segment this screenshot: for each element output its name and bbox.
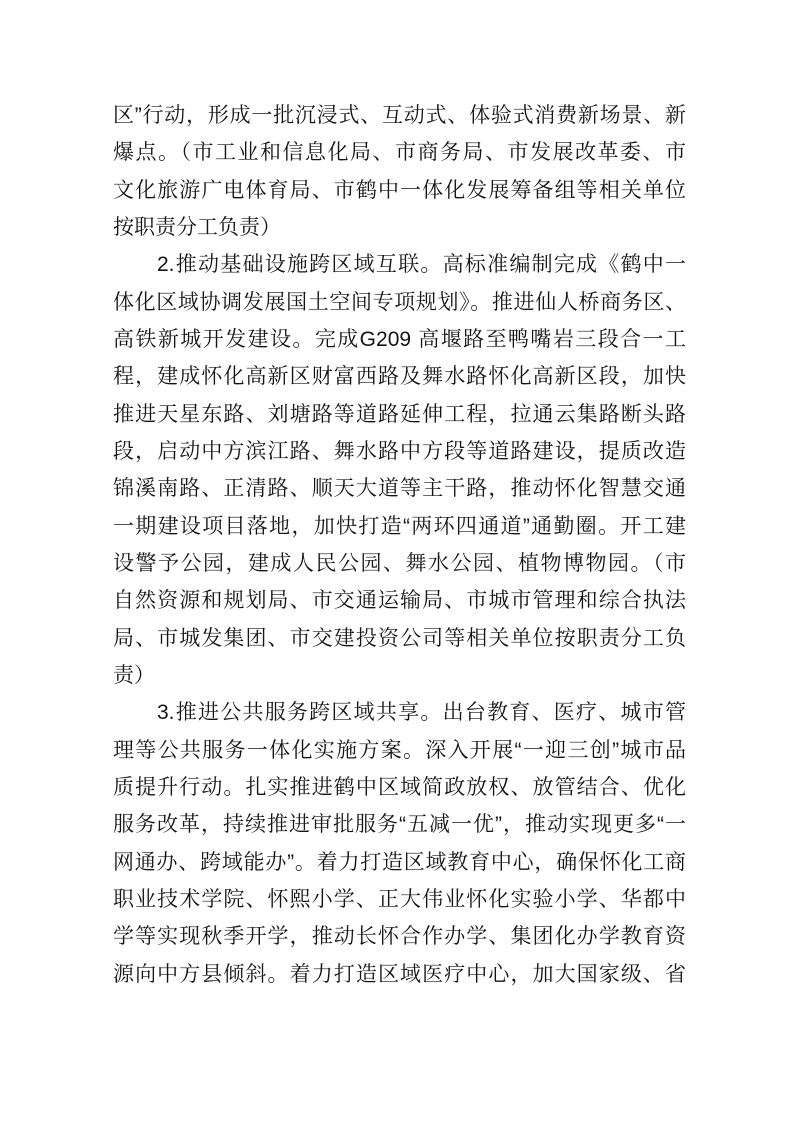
text-line: 段，启动中方滨江路、舞水路中方段等道路建设，提质改造 — [113, 439, 686, 463]
text-line: 自然资源和规划局、市交通运输局、市城市管理和综合执法 — [113, 589, 686, 613]
paragraph-continuation — [113, 97, 686, 246]
text-line: 文化旅游广电体育局、市鹤中一体化发展筹备组等相关单位 — [113, 178, 686, 202]
text-line: 责） — [113, 663, 155, 687]
text-line: 按职责分工负责） — [113, 215, 281, 239]
text-line: 设警予公园，建成人民公园、舞水公园、植物博物园。（市 — [113, 551, 686, 575]
text-line: 源向中方县倾斜。着力打造区域医疗中心，加大国家级、省 — [113, 962, 686, 986]
text-line: 一期建设项目落地，加快打造“两环四通道”通勤圈。开工建 — [113, 514, 686, 538]
paragraph-item-3 — [113, 694, 686, 993]
text-line: 锦溪南路、正清路、顺天大道等主干路，推动怀化智慧交通 — [113, 477, 686, 501]
text-line: 学等实现秋季开学，推动长怀合作办学、集团化办学教育资 — [113, 925, 686, 949]
text-line: 高铁新城开发建设。完成G209 高堰路至鸭嘴岩三段合一工 — [113, 327, 686, 351]
text-line: 理等公共服务一体化实施方案。深入开展“一迎三创”城市品 — [113, 738, 686, 762]
text-line: 爆点。（市工业和信息化局、市商务局、市发展改革委、市 — [113, 141, 686, 165]
text-line: 职业技术学院、怀熙小学、正大伟业怀化实验小学、华都中 — [113, 887, 686, 911]
text-line: 3.推进公共服务跨区域共享。出台教育、医疗、城市管 — [157, 701, 686, 725]
text-line: 体化区域协调发展国土空间专项规划》。推进仙人桥商务区、 — [113, 290, 686, 314]
text-line: 服务改革，持续推进审批服务“五减一优”，推动实现更多“一 — [113, 813, 686, 837]
text-line: 2.推动基础设施跨区域互联。高标准编制完成《鹤中一 — [157, 253, 686, 277]
text-column — [113, 97, 686, 993]
text-line: 程，建成怀化高新区财富西路及舞水路怀化高新区段，加快 — [113, 365, 686, 389]
text-line: 网通办、跨域能办”。着力打造区域教育中心，确保怀化工商 — [113, 850, 686, 874]
paragraph-item-2 — [113, 246, 686, 694]
text-line: 质提升行动。扎实推进鹤中区域简政放权、放管结合、优化 — [113, 775, 686, 799]
text-line: 推进天星东路、刘塘路等道路延伸工程，拉通云集路断头路 — [113, 402, 686, 426]
text-line: 局、市城发集团、市交建投资公司等相关单位按职责分工负 — [113, 626, 686, 650]
text-line: 区”行动，形成一批沉浸式、互动式、体验式消费新场景、新 — [113, 104, 686, 127]
